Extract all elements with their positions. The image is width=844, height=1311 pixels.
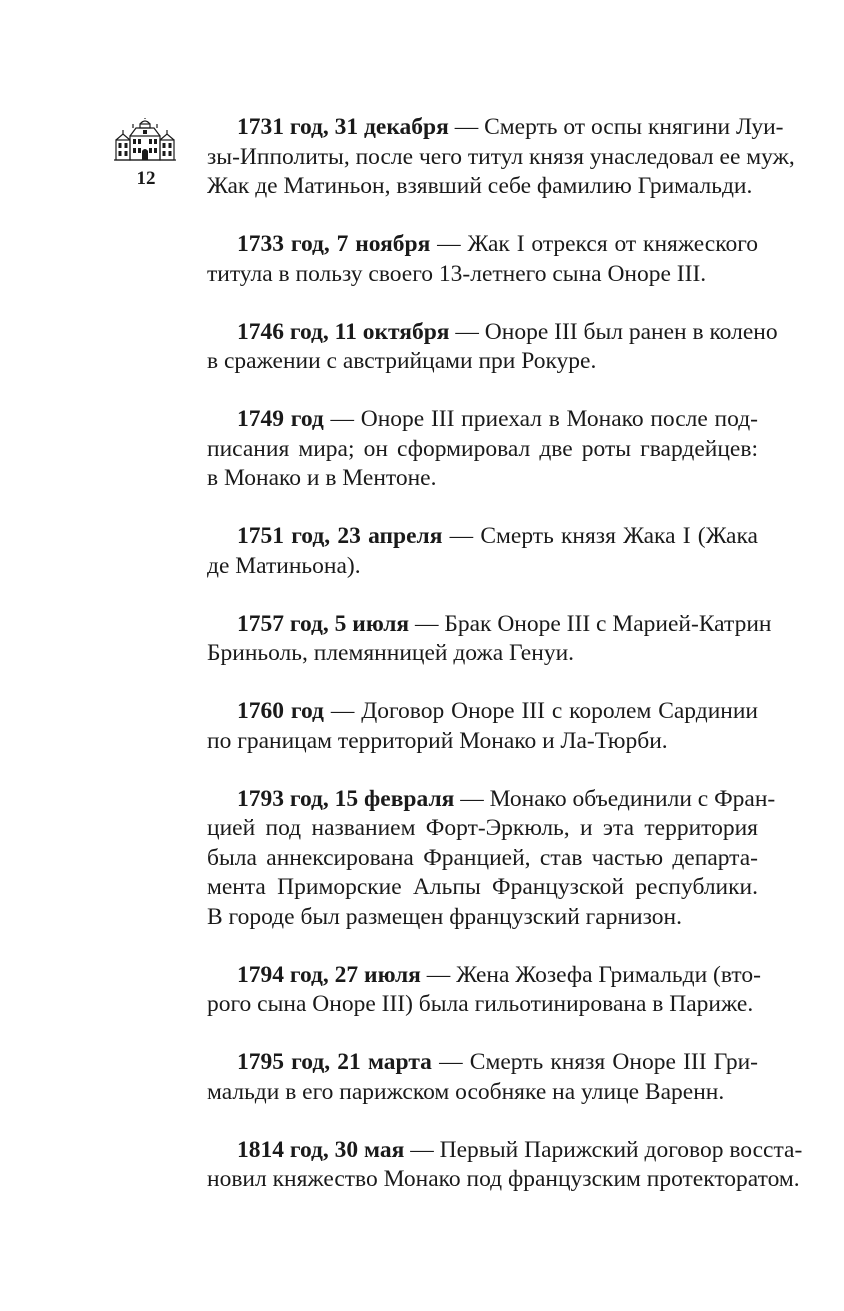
entry-text: в Монако и в Ментоне. <box>207 465 437 491</box>
entry-text: — Оноре III приехал в Монако после под- <box>323 406 758 432</box>
chronology-list <box>207 113 803 1223</box>
entry-line <box>207 727 758 757</box>
entry-date: 1757 год, 5 июля <box>237 610 410 637</box>
entry-line <box>207 639 758 669</box>
entry-line <box>207 464 758 494</box>
entry-text: мента Приморские Альпы Французской республики. <box>207 874 758 900</box>
entry-text: была аннексирована Францией, став частью департа- <box>207 844 758 871</box>
entry-text: де Матиньона). <box>207 552 361 579</box>
entry-text: В городе был размещен французский гарнизон. <box>207 903 682 930</box>
entry-text: — Оноре III был ранен в колено <box>449 318 778 345</box>
entry-text: в сражении с австрийцами при Рокуре. <box>207 348 597 374</box>
chronology-entry <box>207 230 758 289</box>
entry-text: Жак де Матиньон, взявший себе фамилию Гримальди. <box>207 173 753 199</box>
chronology-entry <box>207 522 758 581</box>
entry-text: — Смерть от оспы княгини Луи- <box>448 114 784 140</box>
entry-text: рого сына Оноре III) была гильотинирована в Париже. <box>207 991 754 1017</box>
entry-line <box>207 990 758 1020</box>
entry-line <box>207 785 776 815</box>
entry-date: 1751 год, 23 апреля <box>237 523 443 549</box>
entry-line <box>207 814 758 844</box>
entry-text: — Жена Жозефа Гримальди (вто- <box>420 961 761 988</box>
entry-line <box>207 873 758 903</box>
chronology-entry <box>207 961 761 1020</box>
entry-line <box>207 697 758 727</box>
entry-line <box>207 172 758 202</box>
entry-line <box>207 230 758 260</box>
chronology-entry <box>207 610 772 669</box>
entry-text: мальди в его парижском особняке на улице Варенн. <box>207 1078 725 1105</box>
entry-line <box>207 610 772 640</box>
entry-text: — Жак I отрекся от княжеского <box>430 231 758 257</box>
entry-text: по границам территорий Монако и Ла-Тюрби. <box>207 727 668 754</box>
entry-line <box>207 347 758 377</box>
entry-text: — Смерть князя Жака I (Жака <box>442 523 758 549</box>
entry-text: новил княжество Монако под французским протекторатом. <box>207 1166 800 1192</box>
entry-date: 1733 год, 7 ноября <box>237 231 431 257</box>
page-number: 12 <box>136 168 156 189</box>
entry-line <box>207 405 758 435</box>
entry-line <box>207 1165 800 1195</box>
chronology-entry <box>207 405 758 494</box>
entry-text: — Монако объединили с Фран- <box>454 785 776 812</box>
entry-text: — Первый Парижский договор восста- <box>404 1136 803 1163</box>
entry-text: — Брак Оноре III с Марией-Катрин <box>409 610 772 637</box>
chronology-entry <box>207 113 795 202</box>
entry-line <box>207 903 758 933</box>
entry-line <box>207 1048 758 1078</box>
entry-date: 1814 год, 30 мая <box>237 1136 405 1163</box>
entry-text: — Смерть князя Оноре III Гри- <box>431 1049 758 1075</box>
entry-line <box>207 260 758 290</box>
entry-date: 1760 год <box>237 698 324 724</box>
entry-text: цией под названием Форт-Эркюль, и эта территория <box>207 815 758 841</box>
entry-date: 1731 год, 31 декабря <box>237 114 449 140</box>
entry-date: 1746 год, 11 октября <box>237 318 450 345</box>
entry-text: Бриньоль, племянницей дожа Генуи. <box>207 640 575 666</box>
entry-line <box>207 522 758 552</box>
entry-line <box>207 844 758 874</box>
entry-text: писания мира; он сформировал две роты гвардейцев: <box>207 435 758 462</box>
chronology-entry <box>207 785 776 933</box>
entry-date: 1795 год, 21 марта <box>237 1049 432 1075</box>
entry-text: титула в пользу своего 13-летнего сына Оноре III. <box>207 260 707 287</box>
entry-date: 1749 год <box>237 406 324 432</box>
entry-line <box>207 1136 803 1166</box>
entry-line <box>207 552 758 582</box>
entry-line <box>207 113 784 143</box>
entry-line <box>207 318 778 348</box>
palace-icon <box>112 118 178 162</box>
entry-date: 1794 год, 27 июля <box>237 961 421 988</box>
entry-line <box>207 1078 758 1108</box>
entry-line <box>207 435 758 465</box>
entry-date: 1793 год, 15 февраля <box>237 785 455 812</box>
entry-line <box>207 143 795 173</box>
chronology-entry <box>207 697 758 756</box>
entry-text: зы-Ипполиты, после чего титул князя унаследовал ее муж, <box>207 143 795 170</box>
entry-text: — Договор Оноре III с королем Сардинии <box>323 698 759 724</box>
chronology-entry <box>207 1048 758 1107</box>
chronology-entry <box>207 318 778 377</box>
entry-line <box>207 961 761 991</box>
chronology-entry <box>207 1136 803 1195</box>
